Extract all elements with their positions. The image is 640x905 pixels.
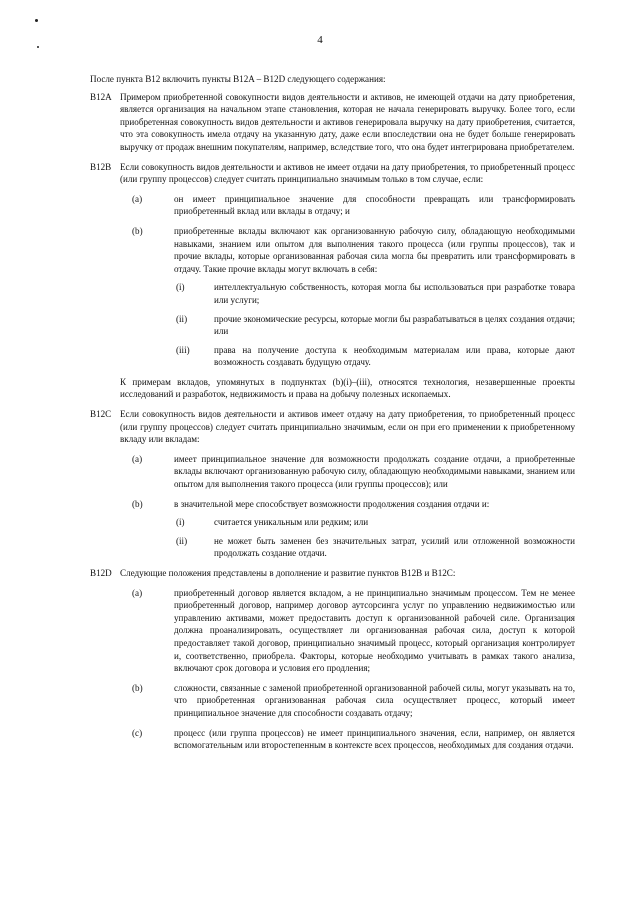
sub-item-text: интеллектуальную собственность, которая могла бы использоваться при разработке товара или услуги; — [214, 282, 575, 305]
paragraph-b12b — [90, 161, 575, 402]
list-item-label: (a) — [132, 193, 143, 204]
paragraph-closing-text: К примерам вкладов, упомянутых в подпунктах (b)(i)–(iii), относятся технология, незавершенные проекты исследований и разработок, недвижимость и права на добычу полезных ископаемых. — [120, 376, 575, 400]
sub-item-label: (i) — [176, 517, 185, 528]
list-item-label: (c) — [132, 727, 143, 738]
list-item-text: приобретенный договор является вкладом, а не принципиально значимым процессом. Тем не менее приобретенный договор, например договор аутсорсинга услуг по управлению недвижимостью или управлению активами, может предоставить доступ к организованной рабочей силе. Организация должна проанализировать, осуществляет ли организованная рабочая сила, доступ к которой предоставляет такой договор, принципиально значимый процесс, который организация контролирует и, соответственно, приобрела. Факторы, которые необходимо учитывать в рамках такого анализа, включают срок договора и условия его продления; — [174, 587, 575, 674]
list-item — [90, 587, 575, 675]
list-item-label: (b) — [132, 225, 143, 236]
paragraph-label: B12D — [90, 568, 112, 578]
document-body — [90, 73, 575, 759]
paragraph-text: Если совокупность видов деятельности и активов не имеет отдачи на дату приобретения, то приобретенный процесс (или группу процессов) следует считать принципиально значимым только в том случае, если: — [120, 161, 575, 185]
list-item — [90, 193, 575, 218]
paragraph-label: B12B — [90, 161, 112, 172]
scan-speck — [35, 19, 38, 22]
list-item-text: в значительной мере способствует возможности продолжения создания отдачи и: — [174, 498, 490, 509]
list-item — [90, 453, 575, 491]
paragraph-text: Примером приобретенной совокупности видов деятельности и активов, не имеющей отдачи на дату приобретения, является организация на начальном этапе становления, которая не начала генерировать выручку. Более того, если приобретенная совокупность видов деятельности и активов генерировала выручку на дату приобретения, считается, что эта совокупность имела отдачу на указанную дату, даже если впоследствии она не будет больше генерировать выручку от продаж внешним покупателям, например, вследствие того, что она будет интегрирована приобретателем. — [120, 91, 575, 152]
list-item-text: приобретенные вклады включают как организованную рабочую силу, обладающую необходимыми навыками, знанием или опытом для выполнения такого процесса (или группы процессов), так и прочие вклады, которые организованная рабочая сила могла бы превратить или трансформировать в отдачу. Такие прочие вклады могут включать в себя: — [174, 225, 575, 274]
paragraph-text: Если совокупность видов деятельности и активов имеет отдачу на дату приобретения, то приобретенный процесс (или группу процессов) следует считать принципиально значимым, если он при его применении к приобретенному вкладу или вкладам: — [120, 409, 575, 445]
sub-item-text: права на получение доступа к необходимым материалам или права, которые дают возможность создавать будущую отдачу. — [214, 344, 575, 368]
sub-item — [174, 535, 575, 560]
paragraph-label: B12A — [90, 91, 112, 102]
paragraph-label: B12C — [90, 409, 112, 420]
paragraph-b12d — [90, 567, 575, 752]
sub-item — [174, 281, 575, 306]
list-item-label: (b) — [132, 498, 143, 509]
intro-sentence: После пункта B12 включить пункты B12A – B12D следующего содержания: — [90, 74, 386, 84]
list-item — [90, 225, 575, 369]
list-item — [90, 727, 575, 752]
paragraph-b12c — [90, 408, 575, 560]
list-item-text: он имеет принципиальное значение для способности превращать или трансформировать приобретенный вклад или вклады в отдачу; и — [174, 193, 575, 217]
list-item — [90, 498, 575, 560]
sub-item-label: (ii) — [176, 535, 188, 546]
sub-item — [174, 344, 575, 369]
sub-item-label: (i) — [176, 282, 185, 293]
paragraph-text: Следующие положения представлены в дополнение и развитие пунктов B12B и B12C: — [120, 568, 456, 578]
list-item-text: имеет принципиальное значение для возможности продолжать создание отдачи, а приобретенные вклады включают организованную рабочую силу, обладающую необходимыми навыками, знанием или опытом для выполнения такого процесса (или группы процессов); или — [174, 453, 575, 490]
sub-item-text: прочие экономические ресурсы, которые могли бы разрабатываться в целях создания отдачи; или — [214, 313, 576, 337]
sub-item-text: считается уникальным или редким; или — [214, 517, 369, 528]
page-number: 4 — [317, 34, 323, 46]
sub-item — [174, 313, 575, 338]
scan-speck — [37, 46, 39, 48]
paragraph-b12a — [90, 91, 575, 154]
list-item-label: (b) — [132, 682, 143, 693]
list-item-text: сложности, связанные с заменой приобретенной организованной рабочей силы, могут указывать на то, что приобретенная организованная рабочая сила осуществляет процесс, который имеет принципиальное значение для способности создавать отдачу; — [174, 682, 575, 718]
sub-item — [174, 516, 575, 529]
sub-item-label: (iii) — [176, 344, 190, 355]
list-item-label: (a) — [132, 587, 143, 598]
list-item-text: процесс (или группа процессов) не имеет принципиального значения, если, например, он является вспомогательным или второстепенным в контексте всех процессов, необходимых для создания отдачи. — [174, 727, 575, 751]
sub-item-label: (ii) — [176, 313, 188, 324]
list-item-label: (a) — [132, 453, 143, 464]
sub-item-text: не может быть заменен без значительных затрат, усилий или отложенной возможности продолжать создание отдачи. — [214, 535, 575, 559]
list-item — [90, 682, 575, 720]
